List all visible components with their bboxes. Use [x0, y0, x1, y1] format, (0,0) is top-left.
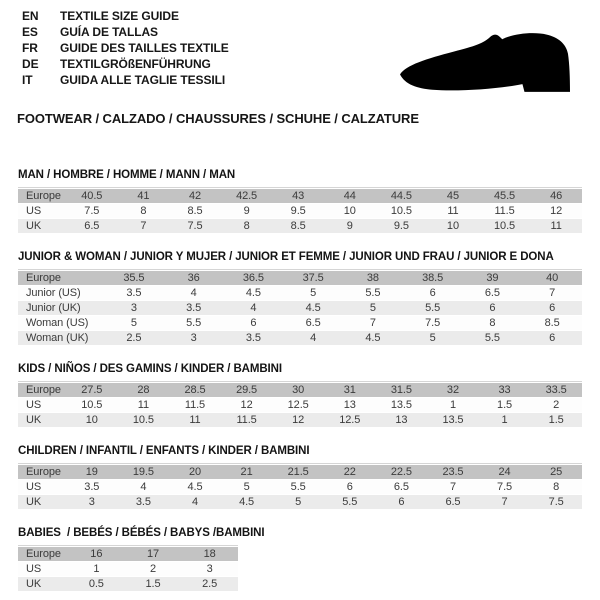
language-row [22, 8, 229, 24]
size-value: 19 [66, 465, 118, 479]
size-value: 4 [224, 301, 284, 315]
size-value: 1 [427, 398, 479, 412]
size-value: 42 [169, 189, 221, 203]
table-row [18, 331, 582, 345]
size-value: 8.5 [169, 204, 221, 218]
category-title: FOOTWEAR / CALZADO / CHAUSSURES / SCHUHE / CALZATURE [17, 111, 419, 126]
size-value: 7.5 [66, 204, 118, 218]
size-value: 25 [530, 465, 582, 479]
size-value: 1.5 [479, 398, 531, 412]
size-value: 21 [221, 465, 273, 479]
size-value: 7.5 [479, 480, 531, 494]
size-table-title: MAN / HOMBRE / HOMME / MANN / MAN [18, 169, 236, 181]
size-value: 5.5 [343, 286, 403, 300]
size-value: 18 [181, 547, 238, 561]
table-row [18, 301, 582, 315]
size-value: 5.5 [324, 495, 376, 509]
size-value: 43 [272, 189, 324, 203]
size-value: 32 [427, 383, 479, 397]
size-value: 36 [164, 271, 224, 285]
size-table [18, 463, 582, 510]
language-code: DE [22, 57, 39, 71]
size-value: 2 [125, 562, 182, 576]
size-value: 46 [530, 189, 582, 203]
size-value: 6 [224, 316, 284, 330]
size-value: 8.5 [522, 316, 582, 330]
table-row [18, 286, 582, 300]
row-label: Europe [18, 383, 66, 397]
size-value: 4.5 [283, 301, 343, 315]
size-section [18, 445, 582, 510]
language-row [22, 40, 229, 56]
size-table [18, 269, 582, 346]
size-value: 19.5 [118, 465, 170, 479]
size-value: 10.5 [118, 413, 170, 427]
row-label: Woman (US) [18, 316, 104, 330]
table-row [18, 577, 238, 591]
size-value: 5.5 [272, 480, 324, 494]
size-value: 11 [118, 398, 170, 412]
table-row [18, 271, 582, 285]
size-tables [18, 169, 582, 600]
size-value: 6 [463, 301, 523, 315]
size-value: 10.5 [376, 204, 428, 218]
row-label: Europe [18, 547, 68, 561]
table-row [18, 413, 582, 427]
size-value: 39 [463, 271, 523, 285]
row-label: US [18, 398, 66, 412]
size-value: 5.5 [463, 331, 523, 345]
table-row [18, 204, 582, 218]
language-code: FR [22, 41, 38, 55]
size-value: 35.5 [104, 271, 164, 285]
size-value: 11.5 [169, 398, 221, 412]
size-value: 0.5 [68, 577, 125, 591]
size-value: 37.5 [283, 271, 343, 285]
size-section [18, 527, 582, 592]
size-value: 31 [324, 383, 376, 397]
size-section [18, 169, 582, 234]
table-row [18, 189, 582, 203]
table-row [18, 316, 582, 330]
language-code: EN [22, 9, 39, 23]
size-value: 38 [343, 271, 403, 285]
size-value: 6.5 [66, 219, 118, 233]
size-value: 5 [221, 480, 273, 494]
size-value: 7 [343, 316, 403, 330]
size-value: 11 [427, 204, 479, 218]
size-value: 24 [479, 465, 531, 479]
size-value: 2 [530, 398, 582, 412]
size-value: 17 [125, 547, 182, 561]
size-table-title: BABIES / BEBÉS / BÉBÉS / BABYS /BAMBINI [18, 527, 265, 539]
row-label: UK [18, 495, 66, 509]
size-value: 11 [530, 219, 582, 233]
row-label: Europe [18, 189, 66, 203]
size-value: 1 [68, 562, 125, 576]
table-row [18, 398, 582, 412]
size-value: 10.5 [479, 219, 531, 233]
size-value: 45.5 [479, 189, 531, 203]
size-value: 7.5 [530, 495, 582, 509]
size-value: 28 [118, 383, 170, 397]
row-label: Junior (UK) [18, 301, 104, 315]
size-value: 9 [324, 219, 376, 233]
size-value: 4.5 [221, 495, 273, 509]
size-value: 1.5 [125, 577, 182, 591]
size-value: 7.5 [169, 219, 221, 233]
size-value: 5 [403, 331, 463, 345]
size-value: 22 [324, 465, 376, 479]
size-value: 5.5 [403, 301, 463, 315]
row-label: UK [18, 413, 66, 427]
size-value: 23.5 [427, 465, 479, 479]
size-value: 5 [343, 301, 403, 315]
size-value: 6 [522, 331, 582, 345]
language-row [22, 24, 229, 40]
size-table [18, 187, 582, 234]
size-value: 10.5 [66, 398, 118, 412]
size-value: 3.5 [118, 495, 170, 509]
size-value: 5 [283, 286, 343, 300]
size-value: 21.5 [272, 465, 324, 479]
size-value: 2.5 [181, 577, 238, 591]
size-value: 6.5 [376, 480, 428, 494]
size-value: 3 [66, 495, 118, 509]
size-value: 1 [479, 413, 531, 427]
size-value: 8.5 [272, 219, 324, 233]
language-code: IT [22, 73, 33, 87]
row-label: US [18, 562, 68, 576]
size-value: 13 [324, 398, 376, 412]
size-value: 8 [221, 219, 273, 233]
size-value: 20 [169, 465, 221, 479]
size-value: 4 [169, 495, 221, 509]
size-table-title: KIDS / NIÑOS / DES GAMINS / KINDER / BAMBINI [18, 363, 282, 375]
size-value: 40.5 [66, 189, 118, 203]
size-value: 3.5 [164, 301, 224, 315]
table-row [18, 495, 582, 509]
size-value: 12.5 [272, 398, 324, 412]
size-table [18, 381, 582, 428]
size-value: 3.5 [104, 286, 164, 300]
size-value: 41 [118, 189, 170, 203]
row-label: Europe [18, 271, 104, 285]
size-value: 4.5 [224, 286, 284, 300]
size-value: 16 [68, 547, 125, 561]
size-value: 4.5 [169, 480, 221, 494]
size-value: 1.5 [530, 413, 582, 427]
size-value: 11 [169, 413, 221, 427]
language-row [22, 56, 229, 72]
size-table-title: CHILDREN / INFANTIL / ENFANTS / KINDER / BAMBINI [18, 445, 310, 457]
size-value: 6.5 [427, 495, 479, 509]
size-value: 33.5 [530, 383, 582, 397]
size-value: 11.5 [479, 204, 531, 218]
size-value: 4.5 [343, 331, 403, 345]
size-value: 40 [522, 271, 582, 285]
size-value: 4 [118, 480, 170, 494]
size-value: 8 [118, 204, 170, 218]
size-value: 11.5 [221, 413, 273, 427]
size-value: 6 [376, 495, 428, 509]
row-label: UK [18, 577, 68, 591]
size-value: 5.5 [164, 316, 224, 330]
size-value: 4 [283, 331, 343, 345]
language-label: GUIDE DES TAILLES TEXTILE [60, 41, 229, 55]
size-value: 13.5 [427, 413, 479, 427]
size-value: 44.5 [376, 189, 428, 203]
row-label: Junior (US) [18, 286, 104, 300]
table-row [18, 219, 582, 233]
size-value: 28.5 [169, 383, 221, 397]
size-value: 2.5 [104, 331, 164, 345]
size-value: 9 [221, 204, 273, 218]
size-value: 12 [272, 413, 324, 427]
size-value: 6 [403, 286, 463, 300]
size-value: 3 [164, 331, 224, 345]
table-row [18, 465, 582, 479]
size-section [18, 363, 582, 428]
row-label: UK [18, 219, 66, 233]
row-label: US [18, 480, 66, 494]
size-value: 7 [522, 286, 582, 300]
size-value: 5 [104, 316, 164, 330]
size-value: 22.5 [376, 465, 428, 479]
row-label: US [18, 204, 66, 218]
size-value: 33 [479, 383, 531, 397]
size-value: 42.5 [221, 189, 273, 203]
size-value: 13.5 [376, 398, 428, 412]
size-value: 31.5 [376, 383, 428, 397]
size-value: 30 [272, 383, 324, 397]
language-label: GUIDA ALLE TAGLIE TESSILI [60, 73, 226, 87]
size-value: 45 [427, 189, 479, 203]
size-value: 44 [324, 189, 376, 203]
size-table-title: JUNIOR & WOMAN / JUNIOR Y MUJER / JUNIOR ET FEMME / JUNIOR UND FRAU / JUNIOR E DONA [18, 251, 554, 263]
size-value: 27.5 [66, 383, 118, 397]
table-row [18, 383, 582, 397]
table-row [18, 562, 238, 576]
language-label: TEXTILGRÖßENFÜHRUNG [60, 57, 211, 71]
size-value: 12 [221, 398, 273, 412]
size-value: 5 [272, 495, 324, 509]
language-row [22, 72, 229, 88]
size-value: 7 [427, 480, 479, 494]
size-value: 8 [463, 316, 523, 330]
size-section [18, 251, 582, 346]
table-row [18, 480, 582, 494]
language-list [22, 8, 229, 88]
size-value: 3 [104, 301, 164, 315]
size-value: 6.5 [283, 316, 343, 330]
size-value: 9.5 [376, 219, 428, 233]
size-value: 13 [376, 413, 428, 427]
size-value: 8 [530, 480, 582, 494]
size-value: 6 [324, 480, 376, 494]
language-label: GUÍA DE TALLAS [60, 25, 158, 39]
size-table [18, 545, 238, 592]
size-value: 7 [118, 219, 170, 233]
size-value: 10 [427, 219, 479, 233]
table-row [18, 547, 238, 561]
size-value: 3 [181, 562, 238, 576]
row-label: Woman (UK) [18, 331, 104, 345]
size-value: 6 [522, 301, 582, 315]
size-value: 3.5 [66, 480, 118, 494]
language-label: TEXTILE SIZE GUIDE [60, 9, 179, 23]
row-label: Europe [18, 465, 66, 479]
size-value: 36.5 [224, 271, 284, 285]
size-value: 12 [530, 204, 582, 218]
size-value: 12.5 [324, 413, 376, 427]
size-value: 29.5 [221, 383, 273, 397]
shoe-icon [398, 31, 570, 97]
size-value: 38.5 [403, 271, 463, 285]
size-value: 10 [324, 204, 376, 218]
size-value: 4 [164, 286, 224, 300]
size-value: 10 [66, 413, 118, 427]
size-value: 6.5 [463, 286, 523, 300]
size-value: 9.5 [272, 204, 324, 218]
size-value: 3.5 [224, 331, 284, 345]
size-value: 7 [479, 495, 531, 509]
language-code: ES [22, 25, 38, 39]
size-value: 7.5 [403, 316, 463, 330]
